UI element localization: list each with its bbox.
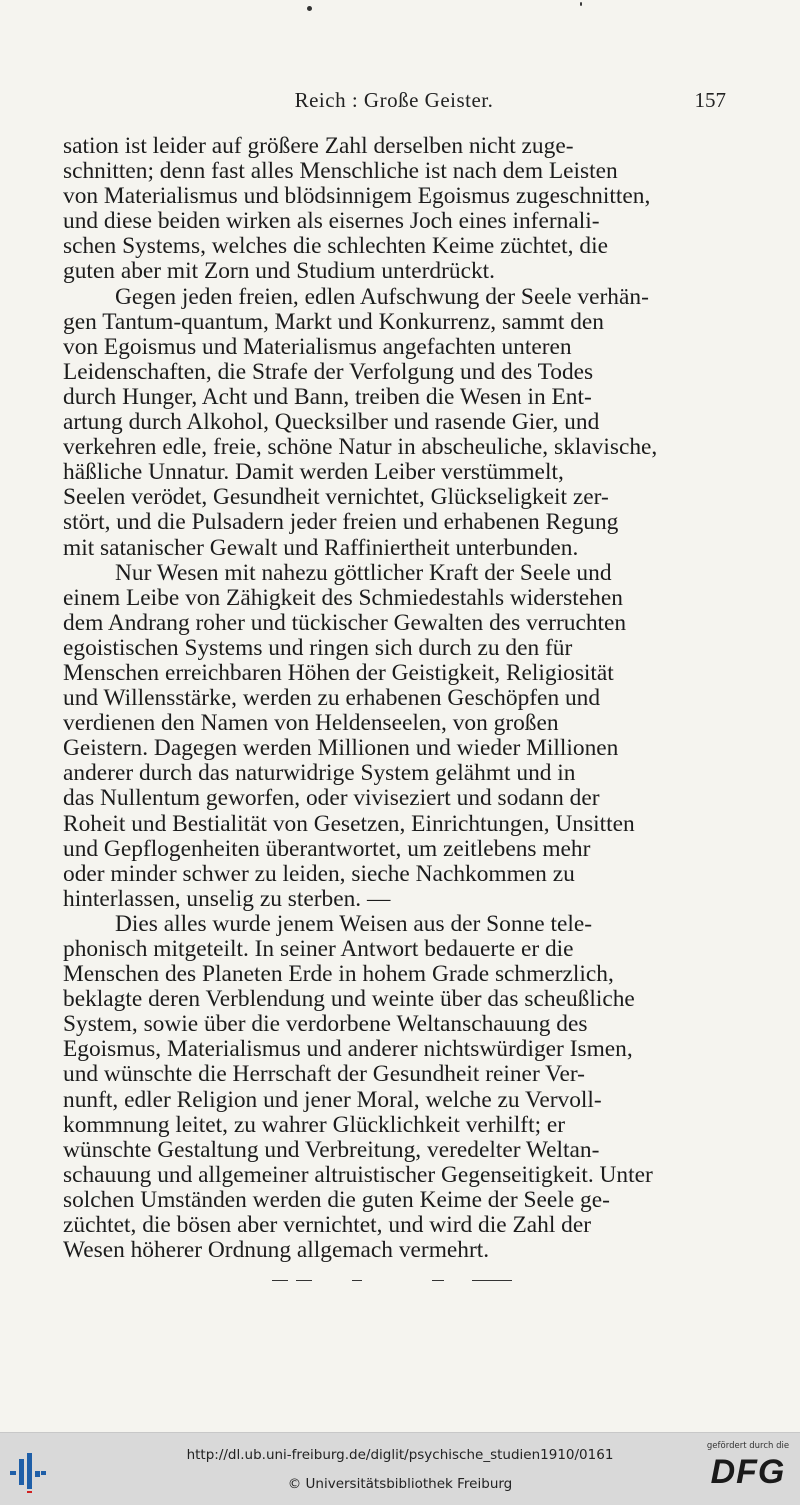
text-line: guten aber mit Zorn und Studium unterdrückt. <box>63 258 495 285</box>
text-line: hinterlassen, unselig zu sterben. — <box>63 885 391 912</box>
text-line: beklagte deren Verblendung und weinte über das scheußliche <box>63 986 635 1013</box>
text-line: durch Hunger, Acht und Bann, treiben die Wesen in Ent- <box>63 383 592 410</box>
page-header <box>62 88 726 118</box>
text-line: dem Andrang roher und tückischer Gewalten des verruchten <box>63 609 627 636</box>
text-line: schauung und allgemeiner altruistischer Gegenseitigkeit. Unter <box>63 1161 653 1188</box>
text-line: verkehren edle, freie, schöne Natur in abscheuliche, sklavische, <box>63 434 658 461</box>
text-line: Menschen des Planeten Erde in hohem Grade schmerzlich, <box>63 961 614 988</box>
text-line: Geistern. Dagegen werden Millionen und wieder Millionen <box>63 735 619 762</box>
text-line: Menschen erreichbaren Höhen der Geistigkeit, Religiosität <box>63 659 614 686</box>
text-line: und Gepflogenheiten überantwortet, um zeitlebens mehr <box>63 835 591 862</box>
dfg-caption: gefördert durch die <box>706 1441 790 1451</box>
text-line: von Materialismus und blödsinnigem Egoismus zugeschnitten, <box>63 183 651 210</box>
text-line: Dies alles wurde jenem Weisen aus der Sonne tele- <box>115 910 593 937</box>
paragraph <box>63 134 724 285</box>
text-line: phonisch mitgeteilt. In seiner Antwort bedauerte er die <box>63 936 574 962</box>
text-line: wünschte Gestaltung und Verbreitung, veredelter Weltan- <box>63 1136 600 1163</box>
text-line: und Willensstärke, werden zu erhabenen Geschöpfen und <box>63 685 601 712</box>
viewer-footer <box>0 1432 800 1505</box>
paragraph <box>63 912 724 1263</box>
text-line: von Egoismus und Materialismus angefachten unteren <box>63 333 572 360</box>
body-text <box>63 134 724 1263</box>
scan-speck <box>580 2 582 6</box>
text-line: und diese beiden wirken als eisernes Joch eines infernali- <box>63 208 600 235</box>
text-line: stört, und die Pulsadern jeder freien und erhabenen Regung <box>63 509 619 536</box>
paragraph <box>63 285 724 561</box>
end-rule <box>272 1280 512 1284</box>
text-line: Seelen verödet, Gesundheit vernichtet, Glückseligkeit zer- <box>63 484 609 511</box>
running-title: Reich : Große Geister. <box>294 88 494 112</box>
dfg-logo-text: DFG <box>710 1453 786 1491</box>
document-url-link[interactable]: http://dl.ub.uni-freiburg.de/diglit/psychische_studien1910/0161 <box>186 1447 614 1463</box>
text-line: gen Tantum-quantum, Markt und Konkurrenz, sammt den <box>63 308 604 335</box>
scan-speck <box>307 6 312 11</box>
text-line: züchtet, die bösen aber vernichtet, und wird die Zahl der <box>63 1212 592 1239</box>
text-line: Egoismus, Materialismus und anderer nichtswürdiger Ismen, <box>63 1036 633 1063</box>
text-line: schnitten; denn fast alles Menschliche ist nach dem Leisten <box>63 158 618 185</box>
text-line: einem Leibe von Zähigkeit des Schmiedestahls widerstehen <box>63 584 623 611</box>
dfg-logo[interactable] <box>704 1441 792 1501</box>
text-line: kommnung leitet, zu wahrer Glücklichkeit verhilft; er <box>63 1111 566 1138</box>
text-line: Wesen höherer Ordnung allgemach vermehrt. <box>63 1237 490 1264</box>
text-line: Leidenschaften, die Strafe der Verfolgung und des Todes <box>63 358 594 385</box>
text-line: Nur Wesen mit nahezu göttlicher Kraft der Seele und <box>115 559 612 586</box>
text-line: sation ist leider auf größere Zahl derselben nicht zuge- <box>63 133 574 159</box>
paragraph <box>63 561 724 912</box>
text-line: häßliche Unnatur. Damit werden Leiber verstümmelt, <box>63 459 564 486</box>
text-line: anderer durch das naturwidrige System gelähmt und in <box>63 760 576 787</box>
text-line: das Nullentum geworfen, oder viviseziert und sodann der <box>63 785 600 812</box>
text-line: solchen Umständen werden die guten Keime der Seele ge- <box>63 1186 610 1213</box>
text-line: schen Systems, welches die schlechten Keime züchtet, die <box>63 233 608 260</box>
text-line: verdienen den Namen von Heldenseelen, von großen <box>63 710 559 737</box>
text-line: egoistischen Systems und ringen sich durch zu den für <box>63 634 573 661</box>
text-line: und wünschte die Herrschaft der Gesundheit reiner Ver- <box>63 1061 585 1088</box>
text-line: artung durch Alkohol, Quecksilber und rasende Gier, und <box>63 409 600 436</box>
text-line: Gegen jeden freien, edlen Aufschwung der Seele verhän- <box>115 283 649 310</box>
text-line: oder minder schwer zu leiden, sieche Nachkommen zu <box>63 860 575 887</box>
text-line: System, sowie über die verdorbene Weltanschauung des <box>63 1011 588 1038</box>
text-line: Roheit und Bestialität von Gesetzen, Einrichtungen, Unsitten <box>63 810 635 837</box>
copyright-notice: © Universitätsbibliothek Freiburg <box>287 1476 513 1492</box>
text-line: nunft, edler Religion und jener Moral, welche zu Vervoll- <box>63 1086 602 1113</box>
page-number: 157 <box>694 88 726 112</box>
text-line: mit satanischer Gewalt und Raffiniertheit unterbunden. <box>63 534 579 561</box>
